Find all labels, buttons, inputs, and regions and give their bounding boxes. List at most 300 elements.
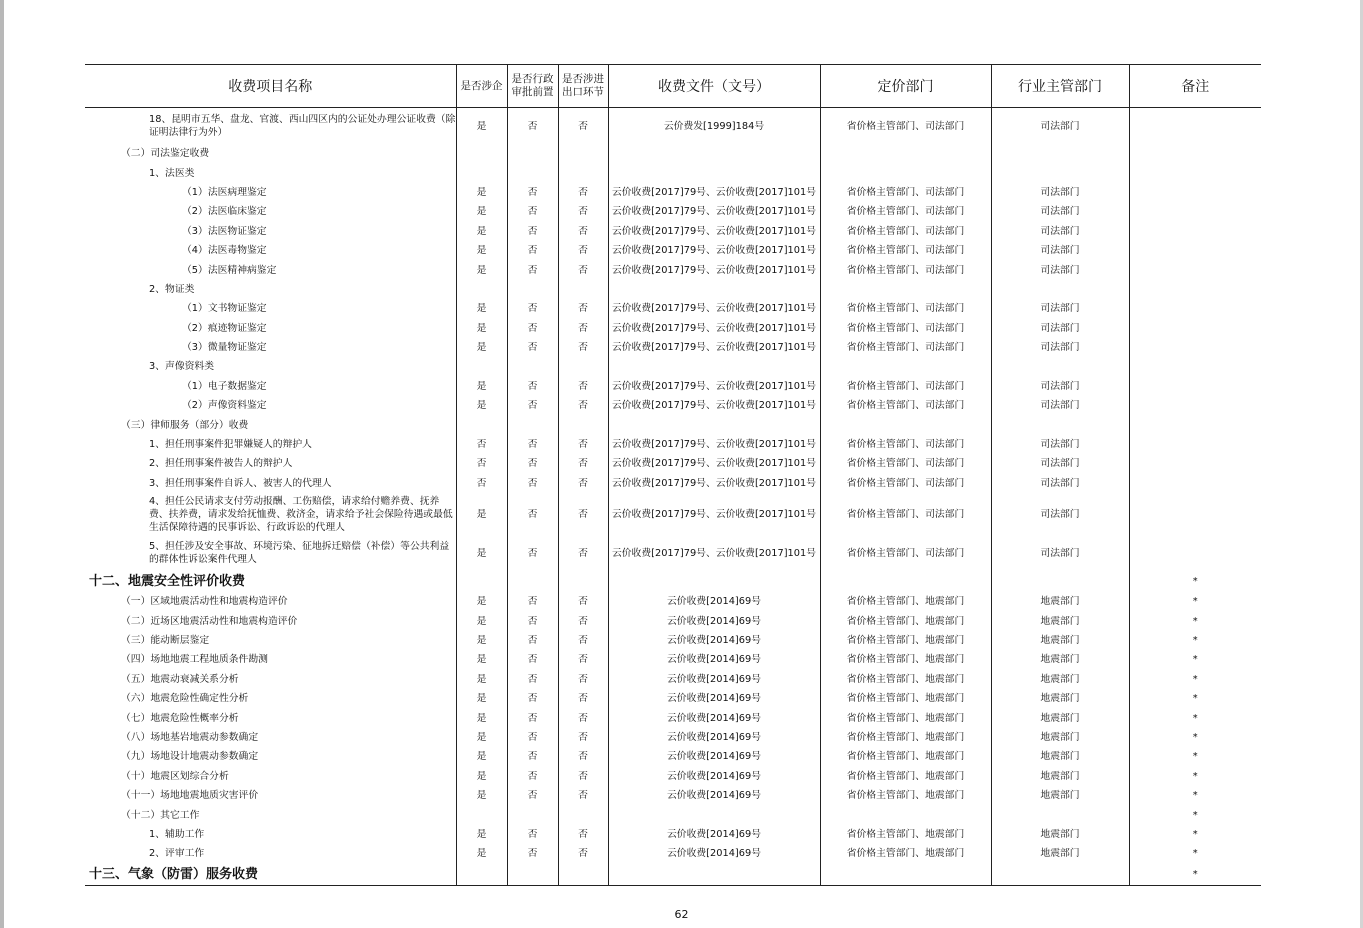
table-row <box>85 454 1261 473</box>
approval-cell: 否 <box>507 786 558 805</box>
note-cell: * <box>1129 864 1261 886</box>
import-export-cell: 否 <box>558 786 608 805</box>
document-cell: 云价收费[2014]69号 <box>608 650 820 669</box>
note-cell <box>1129 260 1261 279</box>
document-cell: 云价收费[2014]69号 <box>608 611 820 630</box>
document-cell: 云价收费[2014]69号 <box>608 844 820 863</box>
fee-table <box>85 64 1261 886</box>
import-export-cell: 否 <box>558 592 608 611</box>
approval-cell <box>507 571 558 592</box>
approval-cell: 否 <box>507 299 558 318</box>
pricing-dept-cell: 省价格主管部门、司法部门 <box>820 260 991 279</box>
import-export-cell: 否 <box>558 222 608 241</box>
enterprise-cell: 否 <box>456 454 507 473</box>
pricing-dept-cell: 省价格主管部门、地震部门 <box>820 592 991 611</box>
enterprise-cell: 是 <box>456 183 507 202</box>
import-export-cell: 否 <box>558 670 608 689</box>
enterprise-cell <box>456 280 507 299</box>
document-cell: 云价收费[2014]69号 <box>608 728 820 747</box>
enterprise-cell: 是 <box>456 202 507 221</box>
note-cell: * <box>1129 708 1261 727</box>
approval-cell: 否 <box>507 319 558 338</box>
item-name-cell: 3、声像资料类 <box>149 361 215 373</box>
enterprise-cell <box>456 163 507 182</box>
enterprise-cell <box>456 144 507 163</box>
item-name-cell: 5、担任涉及安全事故、环境污染、征地拆迁赔偿（补偿）等公共利益的群体性诉讼案件代理人 <box>149 541 450 566</box>
note-cell <box>1129 299 1261 318</box>
document-cell <box>608 805 820 824</box>
approval-cell: 否 <box>507 728 558 747</box>
approval-cell: 否 <box>507 108 558 145</box>
import-export-cell <box>558 571 608 592</box>
header-industry-dept: 行业主管部门 <box>991 65 1129 108</box>
document-cell: 云价收费[2017]79号、云价收费[2017]101号 <box>608 493 820 535</box>
pricing-dept-cell: 省价格主管部门、地震部门 <box>820 670 991 689</box>
note-cell: * <box>1129 825 1261 844</box>
import-export-cell: 否 <box>558 708 608 727</box>
approval-cell: 否 <box>507 631 558 650</box>
enterprise-cell: 是 <box>456 108 507 145</box>
industry-dept-cell: 地震部门 <box>991 670 1129 689</box>
document-cell: 云价收费[2017]79号、云价收费[2017]101号 <box>608 377 820 396</box>
note-cell: * <box>1129 689 1261 708</box>
import-export-cell: 否 <box>558 183 608 202</box>
table-row <box>85 650 1261 669</box>
enterprise-cell: 否 <box>456 474 507 493</box>
industry-dept-cell: 司法部门 <box>991 260 1129 279</box>
import-export-cell: 否 <box>558 299 608 318</box>
document-cell: 云价收费[2017]79号、云价收费[2017]101号 <box>608 319 820 338</box>
table-row <box>85 338 1261 357</box>
table-row <box>85 415 1261 434</box>
approval-cell: 否 <box>507 592 558 611</box>
document-cell: 云价收费[2014]69号 <box>608 592 820 611</box>
pricing-dept-cell: 省价格主管部门、地震部门 <box>820 728 991 747</box>
header-import-export: 是否涉进出口环节 <box>558 65 608 108</box>
import-export-cell: 否 <box>558 241 608 260</box>
note-cell: * <box>1129 844 1261 863</box>
document-cell <box>608 144 820 163</box>
enterprise-cell: 是 <box>456 377 507 396</box>
note-cell <box>1129 144 1261 163</box>
enterprise-cell: 是 <box>456 319 507 338</box>
table-row <box>85 689 1261 708</box>
import-export-cell <box>558 805 608 824</box>
item-name-cell: （三）能动断层鉴定 <box>121 635 210 646</box>
import-export-cell: 否 <box>558 689 608 708</box>
industry-dept-cell: 地震部门 <box>991 689 1129 708</box>
header-document: 收费文件（文号） <box>608 65 820 108</box>
table-row <box>85 474 1261 493</box>
pricing-dept-cell <box>820 163 991 182</box>
pricing-dept-cell: 省价格主管部门、地震部门 <box>820 767 991 786</box>
table-row <box>85 631 1261 650</box>
industry-dept-cell: 司法部门 <box>991 396 1129 415</box>
enterprise-cell <box>456 415 507 434</box>
industry-dept-cell: 地震部门 <box>991 786 1129 805</box>
table-row <box>85 299 1261 318</box>
approval-cell: 否 <box>507 689 558 708</box>
industry-dept-cell <box>991 163 1129 182</box>
header-pricing-dept: 定价部门 <box>820 65 991 108</box>
table-row <box>85 728 1261 747</box>
note-cell <box>1129 108 1261 145</box>
document-cell: 云价收费[2014]69号 <box>608 708 820 727</box>
note-cell: * <box>1129 786 1261 805</box>
pricing-dept-cell: 省价格主管部门、司法部门 <box>820 474 991 493</box>
import-export-cell <box>558 163 608 182</box>
import-export-cell: 否 <box>558 435 608 454</box>
industry-dept-cell: 司法部门 <box>991 377 1129 396</box>
pricing-dept-cell <box>820 280 991 299</box>
item-name-cell: 2、评审工作 <box>149 848 205 860</box>
pricing-dept-cell: 省价格主管部门、司法部门 <box>820 454 991 473</box>
approval-cell <box>507 805 558 824</box>
approval-cell <box>507 864 558 886</box>
industry-dept-cell <box>991 357 1129 376</box>
document-cell <box>608 280 820 299</box>
item-name-cell: （3）法医物证鉴定 <box>182 225 267 237</box>
table-header-row <box>85 65 1261 108</box>
table-row <box>85 767 1261 786</box>
enterprise-cell: 是 <box>456 338 507 357</box>
document-cell: 云价收费[2017]79号、云价收费[2017]101号 <box>608 299 820 318</box>
industry-dept-cell: 地震部门 <box>991 728 1129 747</box>
enterprise-cell: 是 <box>456 670 507 689</box>
note-cell <box>1129 535 1261 571</box>
item-name-cell: （八）场地基岩地震动参数确定 <box>121 731 259 743</box>
note-cell <box>1129 163 1261 182</box>
enterprise-cell: 是 <box>456 592 507 611</box>
import-export-cell: 否 <box>558 377 608 396</box>
industry-dept-cell: 司法部门 <box>991 535 1129 571</box>
industry-dept-cell: 司法部门 <box>991 338 1129 357</box>
pricing-dept-cell: 省价格主管部门、司法部门 <box>820 319 991 338</box>
note-cell: * <box>1129 650 1261 669</box>
enterprise-cell: 否 <box>456 435 507 454</box>
pricing-dept-cell: 省价格主管部门、地震部门 <box>820 825 991 844</box>
import-export-cell: 否 <box>558 825 608 844</box>
document-cell: 云价收费[2014]69号 <box>608 670 820 689</box>
document-cell: 云价收费[2017]79号、云价收费[2017]101号 <box>608 474 820 493</box>
import-export-cell: 否 <box>558 474 608 493</box>
document-cell: 云价收费[2017]79号、云价收费[2017]101号 <box>608 454 820 473</box>
industry-dept-cell: 司法部门 <box>991 299 1129 318</box>
table-row <box>85 747 1261 766</box>
note-cell <box>1129 338 1261 357</box>
table-row <box>85 260 1261 279</box>
industry-dept-cell: 司法部门 <box>991 454 1129 473</box>
enterprise-cell: 是 <box>456 728 507 747</box>
item-name-cell: （六）地震危险性确定性分析 <box>121 693 249 705</box>
enterprise-cell <box>456 571 507 592</box>
import-export-cell <box>558 144 608 163</box>
industry-dept-cell <box>991 805 1129 824</box>
approval-cell: 否 <box>507 767 558 786</box>
approval-cell: 否 <box>507 650 558 669</box>
enterprise-cell <box>456 805 507 824</box>
import-export-cell: 否 <box>558 631 608 650</box>
document-cell <box>608 163 820 182</box>
approval-cell: 否 <box>507 844 558 863</box>
item-name-cell: （1）法医病理鉴定 <box>182 186 267 198</box>
item-name-cell: （二）近场区地震活动性和地震构造评价 <box>121 615 298 627</box>
item-name-cell: （1）文书物证鉴定 <box>182 303 267 315</box>
note-cell <box>1129 435 1261 454</box>
enterprise-cell: 是 <box>456 396 507 415</box>
item-name-cell: （1）电子数据鉴定 <box>182 380 267 392</box>
enterprise-cell: 是 <box>456 825 507 844</box>
table-row <box>85 202 1261 221</box>
item-name-cell: 2、物证类 <box>149 283 195 295</box>
import-export-cell: 否 <box>558 747 608 766</box>
document-cell: 云价收费[2017]79号、云价收费[2017]101号 <box>608 202 820 221</box>
approval-cell: 否 <box>507 202 558 221</box>
note-cell <box>1129 377 1261 396</box>
item-name-cell: （十一）场地地震地质灾害评价 <box>121 790 259 802</box>
item-name-cell: （3）微量物证鉴定 <box>182 342 267 354</box>
approval-cell: 否 <box>507 377 558 396</box>
table-row <box>85 144 1261 163</box>
document-cell: 云价收费[2017]79号、云价收费[2017]101号 <box>608 222 820 241</box>
enterprise-cell: 是 <box>456 299 507 318</box>
table-row <box>85 844 1261 863</box>
note-cell: * <box>1129 767 1261 786</box>
industry-dept-cell: 地震部门 <box>991 592 1129 611</box>
pricing-dept-cell: 省价格主管部门、地震部门 <box>820 631 991 650</box>
item-name-cell: （2）声像资料鉴定 <box>182 400 267 412</box>
enterprise-cell: 是 <box>456 241 507 260</box>
approval-cell: 否 <box>507 670 558 689</box>
approval-cell: 否 <box>507 708 558 727</box>
document-cell: 云价费发[1999]184号 <box>608 108 820 145</box>
note-cell: * <box>1129 670 1261 689</box>
note-cell <box>1129 319 1261 338</box>
approval-cell <box>507 280 558 299</box>
industry-dept-cell: 司法部门 <box>991 202 1129 221</box>
document-cell: 云价收费[2014]69号 <box>608 767 820 786</box>
item-name-cell: （三）律师服务（部分）收费 <box>121 419 249 431</box>
industry-dept-cell: 地震部门 <box>991 708 1129 727</box>
document-cell: 云价收费[2014]69号 <box>608 631 820 650</box>
table-body <box>85 108 1261 886</box>
table-row <box>85 357 1261 376</box>
item-name-cell: （4）法医毒物鉴定 <box>182 245 267 257</box>
enterprise-cell: 是 <box>456 708 507 727</box>
table-row <box>85 825 1261 844</box>
item-name-cell: 1、法医类 <box>149 167 195 179</box>
import-export-cell: 否 <box>558 396 608 415</box>
document-cell: 云价收费[2017]79号、云价收费[2017]101号 <box>608 183 820 202</box>
table-row <box>85 108 1261 145</box>
table-row <box>85 183 1261 202</box>
industry-dept-cell <box>991 864 1129 886</box>
approval-cell: 否 <box>507 454 558 473</box>
note-cell: * <box>1129 631 1261 650</box>
enterprise-cell <box>456 864 507 886</box>
pricing-dept-cell <box>820 571 991 592</box>
table-row <box>85 377 1261 396</box>
pricing-dept-cell: 省价格主管部门、司法部门 <box>820 396 991 415</box>
industry-dept-cell <box>991 144 1129 163</box>
pricing-dept-cell: 省价格主管部门、司法部门 <box>820 241 991 260</box>
item-name-cell: 18、昆明市五华、盘龙、官渡、西山四区内的公证处办理公证收费（除证明法律行为外） <box>149 114 456 138</box>
industry-dept-cell <box>991 280 1129 299</box>
approval-cell: 否 <box>507 535 558 571</box>
approval-cell: 否 <box>507 222 558 241</box>
pricing-dept-cell: 省价格主管部门、地震部门 <box>820 650 991 669</box>
table-row <box>85 493 1261 535</box>
industry-dept-cell <box>991 415 1129 434</box>
header-approval: 是否行政审批前置 <box>507 65 558 108</box>
approval-cell <box>507 357 558 376</box>
import-export-cell <box>558 280 608 299</box>
approval-cell: 否 <box>507 183 558 202</box>
industry-dept-cell: 司法部门 <box>991 222 1129 241</box>
item-name-cell: 十三、气象（防雷）服务收费 <box>85 864 456 886</box>
industry-dept-cell: 地震部门 <box>991 611 1129 630</box>
import-export-cell: 否 <box>558 338 608 357</box>
approval-cell: 否 <box>507 241 558 260</box>
pricing-dept-cell <box>820 357 991 376</box>
pricing-dept-cell: 省价格主管部门、司法部门 <box>820 338 991 357</box>
approval-cell <box>507 163 558 182</box>
approval-cell: 否 <box>507 747 558 766</box>
approval-cell <box>507 144 558 163</box>
pricing-dept-cell: 省价格主管部门、地震部门 <box>820 747 991 766</box>
item-name-cell: （5）法医精神病鉴定 <box>182 264 277 276</box>
table-row <box>85 708 1261 727</box>
table-row <box>85 163 1261 182</box>
import-export-cell: 否 <box>558 319 608 338</box>
document-cell: 云价收费[2014]69号 <box>608 689 820 708</box>
import-export-cell: 否 <box>558 535 608 571</box>
industry-dept-cell: 司法部门 <box>991 108 1129 145</box>
enterprise-cell: 是 <box>456 786 507 805</box>
import-export-cell <box>558 415 608 434</box>
pricing-dept-cell: 省价格主管部门、司法部门 <box>820 108 991 145</box>
industry-dept-cell: 地震部门 <box>991 631 1129 650</box>
document-cell <box>608 415 820 434</box>
header-note: 备注 <box>1129 65 1261 108</box>
table-row <box>85 535 1261 571</box>
pricing-dept-cell: 省价格主管部门、司法部门 <box>820 202 991 221</box>
item-name-cell: 2、担任刑事案件被告人的辩护人 <box>149 458 293 470</box>
approval-cell <box>507 415 558 434</box>
item-name-cell: 十二、地震安全性评价收费 <box>89 574 246 590</box>
enterprise-cell <box>456 357 507 376</box>
pricing-dept-cell: 省价格主管部门、地震部门 <box>820 611 991 630</box>
pricing-dept-cell <box>820 805 991 824</box>
table-row <box>85 222 1261 241</box>
table-row <box>85 611 1261 630</box>
note-cell <box>1129 454 1261 473</box>
industry-dept-cell: 地震部门 <box>991 650 1129 669</box>
pricing-dept-cell: 省价格主管部门、地震部门 <box>820 786 991 805</box>
industry-dept-cell: 司法部门 <box>991 241 1129 260</box>
pricing-dept-cell: 省价格主管部门、司法部门 <box>820 183 991 202</box>
table-row <box>85 435 1261 454</box>
industry-dept-cell: 地震部门 <box>991 844 1129 863</box>
table-row <box>85 280 1261 299</box>
table-row <box>85 319 1261 338</box>
approval-cell: 否 <box>507 260 558 279</box>
table-row <box>85 805 1261 824</box>
document-cell <box>608 357 820 376</box>
item-name-cell: 1、担任刑事案件犯罪嫌疑人的辩护人 <box>149 439 312 451</box>
approval-cell: 否 <box>507 493 558 535</box>
table-row <box>85 592 1261 611</box>
note-cell <box>1129 241 1261 260</box>
item-name-cell: 4、担任公民请求支付劳动报酬、工伤赔偿，请求给付赡养费、抚养费、扶养费，请求发给抚恤费、救济金，请求给予社会保险待遇或最低生活保障待遇的民事诉讼、行政诉讼的代理人 <box>149 495 453 533</box>
item-name-cell: （2）痕迹物证鉴定 <box>182 322 267 334</box>
industry-dept-cell: 司法部门 <box>991 435 1129 454</box>
pricing-dept-cell: 省价格主管部门、地震部门 <box>820 689 991 708</box>
industry-dept-cell: 司法部门 <box>991 319 1129 338</box>
item-name-cell: （十）地震区划综合分析 <box>121 770 229 782</box>
note-cell <box>1129 493 1261 535</box>
enterprise-cell: 是 <box>456 222 507 241</box>
import-export-cell: 否 <box>558 611 608 630</box>
item-name-cell: （2）法医临床鉴定 <box>182 206 267 218</box>
industry-dept-cell <box>991 571 1129 592</box>
import-export-cell: 否 <box>558 728 608 747</box>
note-cell: * <box>1129 592 1261 611</box>
approval-cell: 否 <box>507 611 558 630</box>
approval-cell: 否 <box>507 338 558 357</box>
pricing-dept-cell: 省价格主管部门、司法部门 <box>820 377 991 396</box>
note-cell: * <box>1129 747 1261 766</box>
pricing-dept-cell: 省价格主管部门、司法部门 <box>820 222 991 241</box>
enterprise-cell: 是 <box>456 650 507 669</box>
industry-dept-cell: 司法部门 <box>991 183 1129 202</box>
document-cell: 云价收费[2014]69号 <box>608 747 820 766</box>
pricing-dept-cell: 省价格主管部门、司法部门 <box>820 535 991 571</box>
item-name-cell: 1、辅助工作 <box>149 828 205 840</box>
note-cell: * <box>1129 611 1261 630</box>
import-export-cell <box>558 864 608 886</box>
approval-cell: 否 <box>507 825 558 844</box>
item-name-cell: （十二）其它工作 <box>121 809 200 821</box>
pricing-dept-cell <box>820 415 991 434</box>
industry-dept-cell: 司法部门 <box>991 493 1129 535</box>
industry-dept-cell: 司法部门 <box>991 474 1129 493</box>
page-number: 62 <box>674 908 689 921</box>
document-cell: 云价收费[2017]79号、云价收费[2017]101号 <box>608 396 820 415</box>
approval-cell: 否 <box>507 435 558 454</box>
import-export-cell <box>558 357 608 376</box>
import-export-cell: 否 <box>558 260 608 279</box>
enterprise-cell: 是 <box>456 844 507 863</box>
table-row <box>85 670 1261 689</box>
note-cell <box>1129 474 1261 493</box>
industry-dept-cell: 地震部门 <box>991 825 1129 844</box>
item-name-cell: （四）场地地震工程地质条件勘测 <box>121 654 268 666</box>
header-item-name: 收费项目名称 <box>85 65 456 108</box>
import-export-cell: 否 <box>558 493 608 535</box>
table-row <box>85 571 1261 592</box>
import-export-cell: 否 <box>558 108 608 145</box>
pricing-dept-cell: 省价格主管部门、地震部门 <box>820 844 991 863</box>
item-name-cell: （二）司法鉴定收费 <box>121 148 210 160</box>
import-export-cell: 否 <box>558 202 608 221</box>
industry-dept-cell: 地震部门 <box>991 767 1129 786</box>
note-cell: * <box>1129 805 1261 824</box>
document-cell: 云价收费[2014]69号 <box>608 825 820 844</box>
note-cell <box>1129 415 1261 434</box>
document-cell: 云价收费[2017]79号、云价收费[2017]101号 <box>608 435 820 454</box>
pricing-dept-cell <box>820 144 991 163</box>
